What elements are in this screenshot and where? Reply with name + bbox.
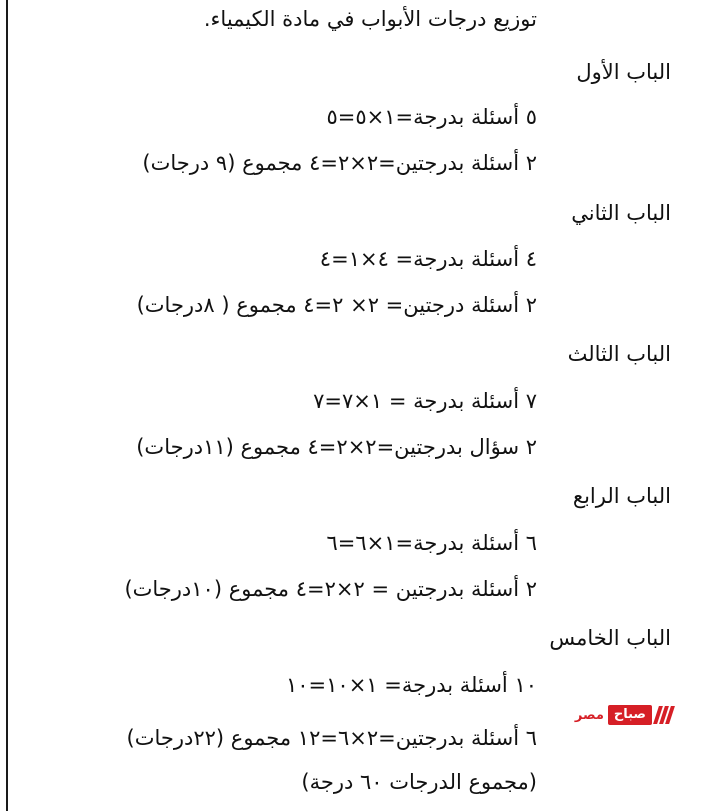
chapter-2-line-1: ٤ أسئلة بدرجة= ٤×١=٤	[319, 247, 537, 271]
chapter-5-line-1: ١٠ أسئلة بدرجة= ١×١٠=١٠	[285, 673, 537, 697]
watermark-box-text: صباح	[608, 705, 652, 725]
watermark-logo	[560, 704, 672, 726]
chapter-3-line-1: ٧ أسئلة بدرجة = ١×٧=٧	[313, 389, 537, 413]
chapter-4-heading: الباب الرابع	[572, 484, 671, 508]
chapter-4-line-1: ٦ أسئلة بدرجة=١×٦=٦	[326, 531, 537, 555]
chapter-1-line-2: ٢ أسئلة بدرجتين=٢×٢=٤ مجموع (٩ درجات)	[142, 151, 537, 175]
chapter-2-heading: الباب الثاني	[571, 201, 671, 225]
chapter-1-heading: الباب الأول	[576, 60, 671, 84]
chapter-2-line-2: ٢ أسئلة درجتين= ٢× ٢=٤ مجموع ( ٨درجات)	[136, 293, 537, 317]
chapter-5-heading: الباب الخامس	[549, 626, 671, 650]
grand-total: (مجموع الدرجات ٦٠ درجة)	[301, 770, 537, 794]
chapter-3-heading: الباب الثالث	[567, 342, 671, 366]
document-title: توزيع درجات الأبواب في مادة الكيمياء.	[203, 7, 537, 31]
chapter-4-line-2: ٢ أسئلة بدرجتين = ٢×٢=٤ مجموع (١٠درجات)	[124, 577, 537, 601]
chapter-5-line-2: ٦ أسئلة بدرجتين=٢×٦=١٢ مجموع (٢٢درجات)	[126, 726, 537, 750]
chapter-3-line-2: ٢ سؤال بدرجتين=٢×٢=٤ مجموع (١١درجات)	[136, 435, 537, 459]
chapter-1-line-1: ٥ أسئلة بدرجة=١×٥=٥	[326, 105, 537, 129]
page-border	[6, 0, 8, 811]
watermark-text: مصر	[574, 707, 604, 723]
watermark-stripes	[656, 706, 672, 724]
